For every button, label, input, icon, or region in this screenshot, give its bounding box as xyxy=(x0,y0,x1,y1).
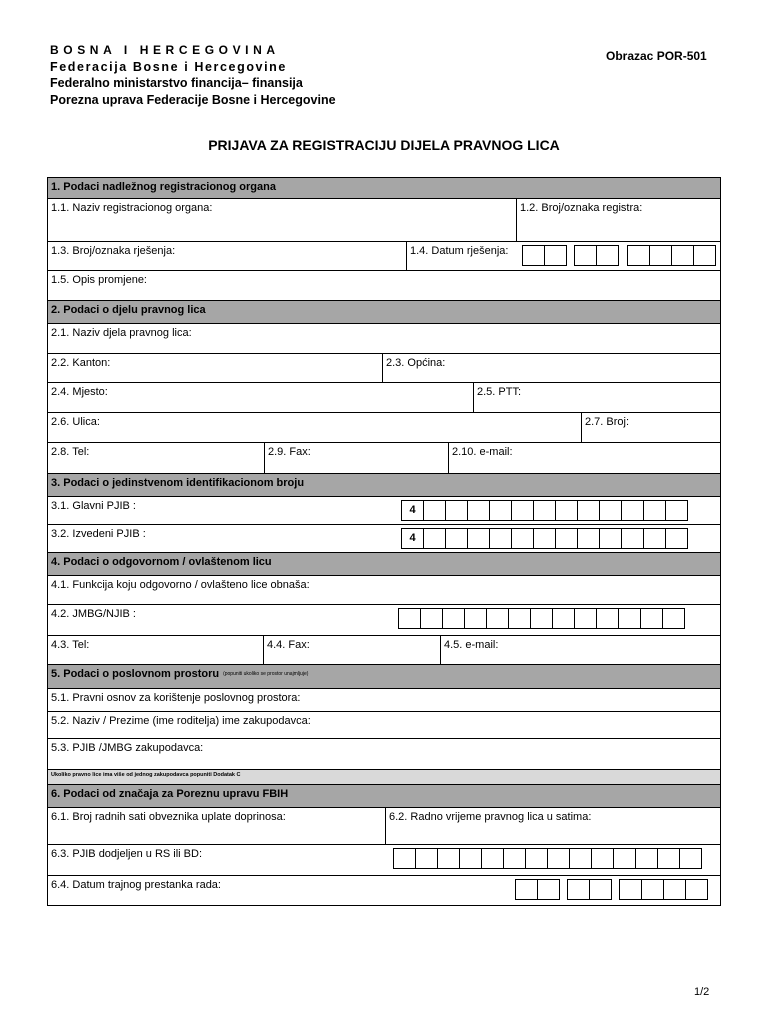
digit-box[interactable] xyxy=(415,848,438,869)
digit-box[interactable] xyxy=(640,608,663,629)
section-4-header xyxy=(47,552,721,575)
main-pjib-label: 3.1. Glavni PJIB : xyxy=(51,500,136,512)
form-row xyxy=(47,688,721,711)
digit-box[interactable] xyxy=(627,245,650,266)
header-tax-office: Porezna uprava Federacije Bosne i Hercegovine xyxy=(50,92,336,107)
digit-box[interactable] xyxy=(693,245,716,266)
form-row xyxy=(47,270,721,300)
header-country: BOSNA I HERCEGOVINA xyxy=(50,43,280,57)
form-row xyxy=(47,382,721,412)
form-row xyxy=(47,241,721,270)
section-5-title-wrap xyxy=(48,665,720,688)
digit-box[interactable] xyxy=(643,528,666,549)
digit-box[interactable] xyxy=(679,848,702,869)
change-description-field[interactable]: 1.5. Opis promjene: xyxy=(51,274,147,286)
closure-date-label: 6.4. Datum trajnog prestanka rada: xyxy=(51,879,221,891)
legal-basis-field[interactable]: 5.1. Pravni osnov za korištenje poslovnog prostora: xyxy=(51,692,301,704)
section-5-title-note: (popuniti ukoliko se prostor unajmljuje) xyxy=(223,671,309,678)
digit-box[interactable] xyxy=(522,245,545,266)
decision-date-year-boxes[interactable] xyxy=(627,245,716,266)
digit-box[interactable] xyxy=(437,848,460,869)
digit-box[interactable] xyxy=(525,848,548,869)
digit-box[interactable] xyxy=(665,528,688,549)
section-4-title: 4. Podaci o odgovornom / ovlaštenom licu xyxy=(51,556,272,568)
section-2-header xyxy=(47,300,721,323)
section-6-header xyxy=(47,784,721,807)
digit-box[interactable] xyxy=(555,528,578,549)
digit-box[interactable] xyxy=(547,848,570,869)
decision-date-month-boxes[interactable] xyxy=(574,245,619,266)
digit-box[interactable] xyxy=(442,608,465,629)
jmbg-boxes[interactable] xyxy=(398,608,685,629)
digit-box[interactable] xyxy=(569,848,592,869)
responsible-person-function-field[interactable]: 4.1. Funkcija koju odgovorno / ovlašteno lice obnaša: xyxy=(51,579,310,591)
digit-box[interactable] xyxy=(649,245,672,266)
digit-box[interactable] xyxy=(486,608,509,629)
form-row xyxy=(47,844,721,875)
digit-box[interactable] xyxy=(618,608,641,629)
digit-box[interactable] xyxy=(420,608,443,629)
digit-box[interactable] xyxy=(530,608,553,629)
lessor-note: Ukoliko pravno lice ima više od jednog zakupodavca popuniti Dodatak C xyxy=(51,772,241,778)
closure-date-day-boxes[interactable] xyxy=(515,879,560,900)
digit-box[interactable] xyxy=(464,608,487,629)
working-hours-field[interactable]: 6.2. Radno vrijeme pravnog lica u satima: xyxy=(385,808,720,844)
digit-box[interactable] xyxy=(635,848,658,869)
digit-box[interactable] xyxy=(423,528,446,549)
street-field[interactable]: 2.6. Ulica: xyxy=(51,416,100,428)
jmbg-label: 4.2. JMBG/NJIB : xyxy=(51,608,136,620)
digit-box[interactable] xyxy=(596,245,619,266)
digit-box[interactable] xyxy=(393,848,416,869)
digit-box[interactable] xyxy=(555,500,578,521)
digit-box[interactable] xyxy=(489,528,512,549)
email-field[interactable]: 2.10. e-mail: xyxy=(448,443,720,473)
form-row xyxy=(47,412,721,442)
digit-box[interactable] xyxy=(533,500,556,521)
fax-field[interactable]: 2.9. Fax: xyxy=(264,443,448,473)
digit-box[interactable] xyxy=(591,848,614,869)
section-5-title: 5. Podaci o poslovnom prostoru xyxy=(51,668,220,680)
digit-box[interactable] xyxy=(596,608,619,629)
digit-box[interactable] xyxy=(619,879,642,900)
digit-box[interactable] xyxy=(577,528,600,549)
digit-box[interactable] xyxy=(533,528,556,549)
page-number: 1/2 xyxy=(694,986,710,998)
lessor-pjib-field[interactable]: 5.3. PJIB /JMBG zakupodavca: xyxy=(51,742,204,754)
digit-box[interactable] xyxy=(445,500,468,521)
digit-box[interactable] xyxy=(613,848,636,869)
form-row xyxy=(47,711,721,738)
digit-box[interactable] xyxy=(621,500,644,521)
section-2-title: 2. Podaci o djelu pravnog lica xyxy=(51,304,206,316)
closure-date-month-boxes[interactable] xyxy=(567,879,612,900)
registration-body-name-field[interactable]: 1.1. Naziv registracionog organa: xyxy=(51,202,213,214)
header-federation: Federacija Bosne i Hercegovine xyxy=(50,59,287,74)
form-row xyxy=(47,875,721,906)
closure-date-year-boxes[interactable] xyxy=(619,879,708,900)
digit-box[interactable] xyxy=(599,528,622,549)
digit-box[interactable] xyxy=(467,500,490,521)
person-email-field[interactable]: 4.5. e-mail: xyxy=(440,636,720,664)
digit-box[interactable] xyxy=(574,608,597,629)
digit-box-prefix: 4 xyxy=(401,528,424,549)
form-row xyxy=(47,738,721,769)
digit-box[interactable] xyxy=(445,528,468,549)
digit-box[interactable] xyxy=(459,848,482,869)
section-3-header xyxy=(47,473,721,496)
header-block xyxy=(50,42,336,108)
derived-pjib-label: 3.2. Izvedeni PJIB : xyxy=(51,528,146,540)
form-row xyxy=(47,575,721,604)
digit-box[interactable] xyxy=(662,608,685,629)
digit-box[interactable] xyxy=(552,608,575,629)
section-5-header xyxy=(47,664,721,688)
rs-bd-pjib-label: 6.3. PJIB dodjeljen u RS ili BD: xyxy=(51,848,203,860)
digit-box[interactable] xyxy=(489,500,512,521)
decision-date-label: 1.4. Datum rješenja: xyxy=(406,242,720,270)
digit-box[interactable] xyxy=(537,879,560,900)
digit-box[interactable] xyxy=(481,848,504,869)
place-field[interactable]: 2.4. Mjesto: xyxy=(51,386,108,398)
form-row xyxy=(47,496,721,524)
digit-box-prefix: 4 xyxy=(401,500,424,521)
lessor-note-row xyxy=(47,769,721,784)
digit-box[interactable] xyxy=(643,500,666,521)
form-row xyxy=(47,323,721,353)
phone-field[interactable]: 2.8. Tel: xyxy=(51,446,90,458)
digit-box[interactable] xyxy=(398,608,421,629)
street-number-field[interactable]: 2.7. Broj: xyxy=(581,413,720,442)
main-pjib-boxes[interactable] xyxy=(401,500,688,521)
digit-box[interactable] xyxy=(511,500,534,521)
digit-box[interactable] xyxy=(577,500,600,521)
digit-box[interactable] xyxy=(574,245,597,266)
form-row xyxy=(47,604,721,635)
form-row xyxy=(47,198,721,241)
form-number: Obrazac POR-501 xyxy=(606,49,707,63)
rs-bd-pjib-boxes[interactable] xyxy=(393,848,702,869)
section-1-title: 1. Podaci nadležnog registracionog organa xyxy=(51,181,276,193)
digit-box[interactable] xyxy=(508,608,531,629)
form-row xyxy=(47,442,721,473)
digit-box[interactable] xyxy=(567,879,590,900)
section-6-title: 6. Podaci od značaja za Poreznu upravu FBIH xyxy=(51,788,289,800)
section-1-header xyxy=(47,177,721,198)
digit-box[interactable] xyxy=(621,528,644,549)
decision-date-day-boxes[interactable] xyxy=(522,245,567,266)
digit-box[interactable] xyxy=(544,245,567,266)
form-title: PRIJAVA ZA REGISTRACIJU DIJELA PRAVNOG LICA xyxy=(208,137,560,153)
digit-box[interactable] xyxy=(657,848,680,869)
canton-field[interactable]: 2.2. Kanton: xyxy=(51,357,111,369)
digit-box[interactable] xyxy=(589,879,612,900)
registry-number-field[interactable]: 1.2. Broj/oznaka registra: xyxy=(516,199,720,241)
digit-box[interactable] xyxy=(663,879,686,900)
digit-box[interactable] xyxy=(685,879,708,900)
decision-number-field[interactable]: 1.3. Broj/oznaka rješenja: xyxy=(51,245,176,257)
form-row xyxy=(47,353,721,382)
person-fax-field[interactable]: 4.4. Fax: xyxy=(263,636,440,664)
digit-box[interactable] xyxy=(511,528,534,549)
section-3-title: 3. Podaci o jedinstvenom identifikacionom broju xyxy=(51,477,305,489)
person-phone-field[interactable]: 4.3. Tel: xyxy=(51,639,90,651)
form-row xyxy=(47,635,721,664)
digit-box[interactable] xyxy=(599,500,622,521)
digit-box[interactable] xyxy=(641,879,664,900)
derived-pjib-boxes[interactable] xyxy=(401,528,688,549)
form-row xyxy=(47,524,721,552)
header-ministry: Federalno ministarstvo financija– finansija xyxy=(50,76,303,90)
digit-box[interactable] xyxy=(671,245,694,266)
unit-name-field[interactable]: 2.1. Naziv djela pravnog lica: xyxy=(51,327,192,339)
postal-code-field[interactable]: 2.5. PTT: xyxy=(473,383,720,412)
digit-box[interactable] xyxy=(503,848,526,869)
digit-box[interactable] xyxy=(665,500,688,521)
digit-box[interactable] xyxy=(423,500,446,521)
form-row xyxy=(47,807,721,844)
working-hours-contributions-field[interactable]: 6.1. Broj radnih sati obveznika uplate doprinosa: xyxy=(51,811,286,823)
municipality-field[interactable]: 2.3. Općina: xyxy=(382,354,720,382)
lessor-name-field[interactable]: 5.2. Naziv / Prezime (ime roditelja) ime zakupodavca: xyxy=(51,715,311,727)
digit-box[interactable] xyxy=(467,528,490,549)
digit-box[interactable] xyxy=(515,879,538,900)
